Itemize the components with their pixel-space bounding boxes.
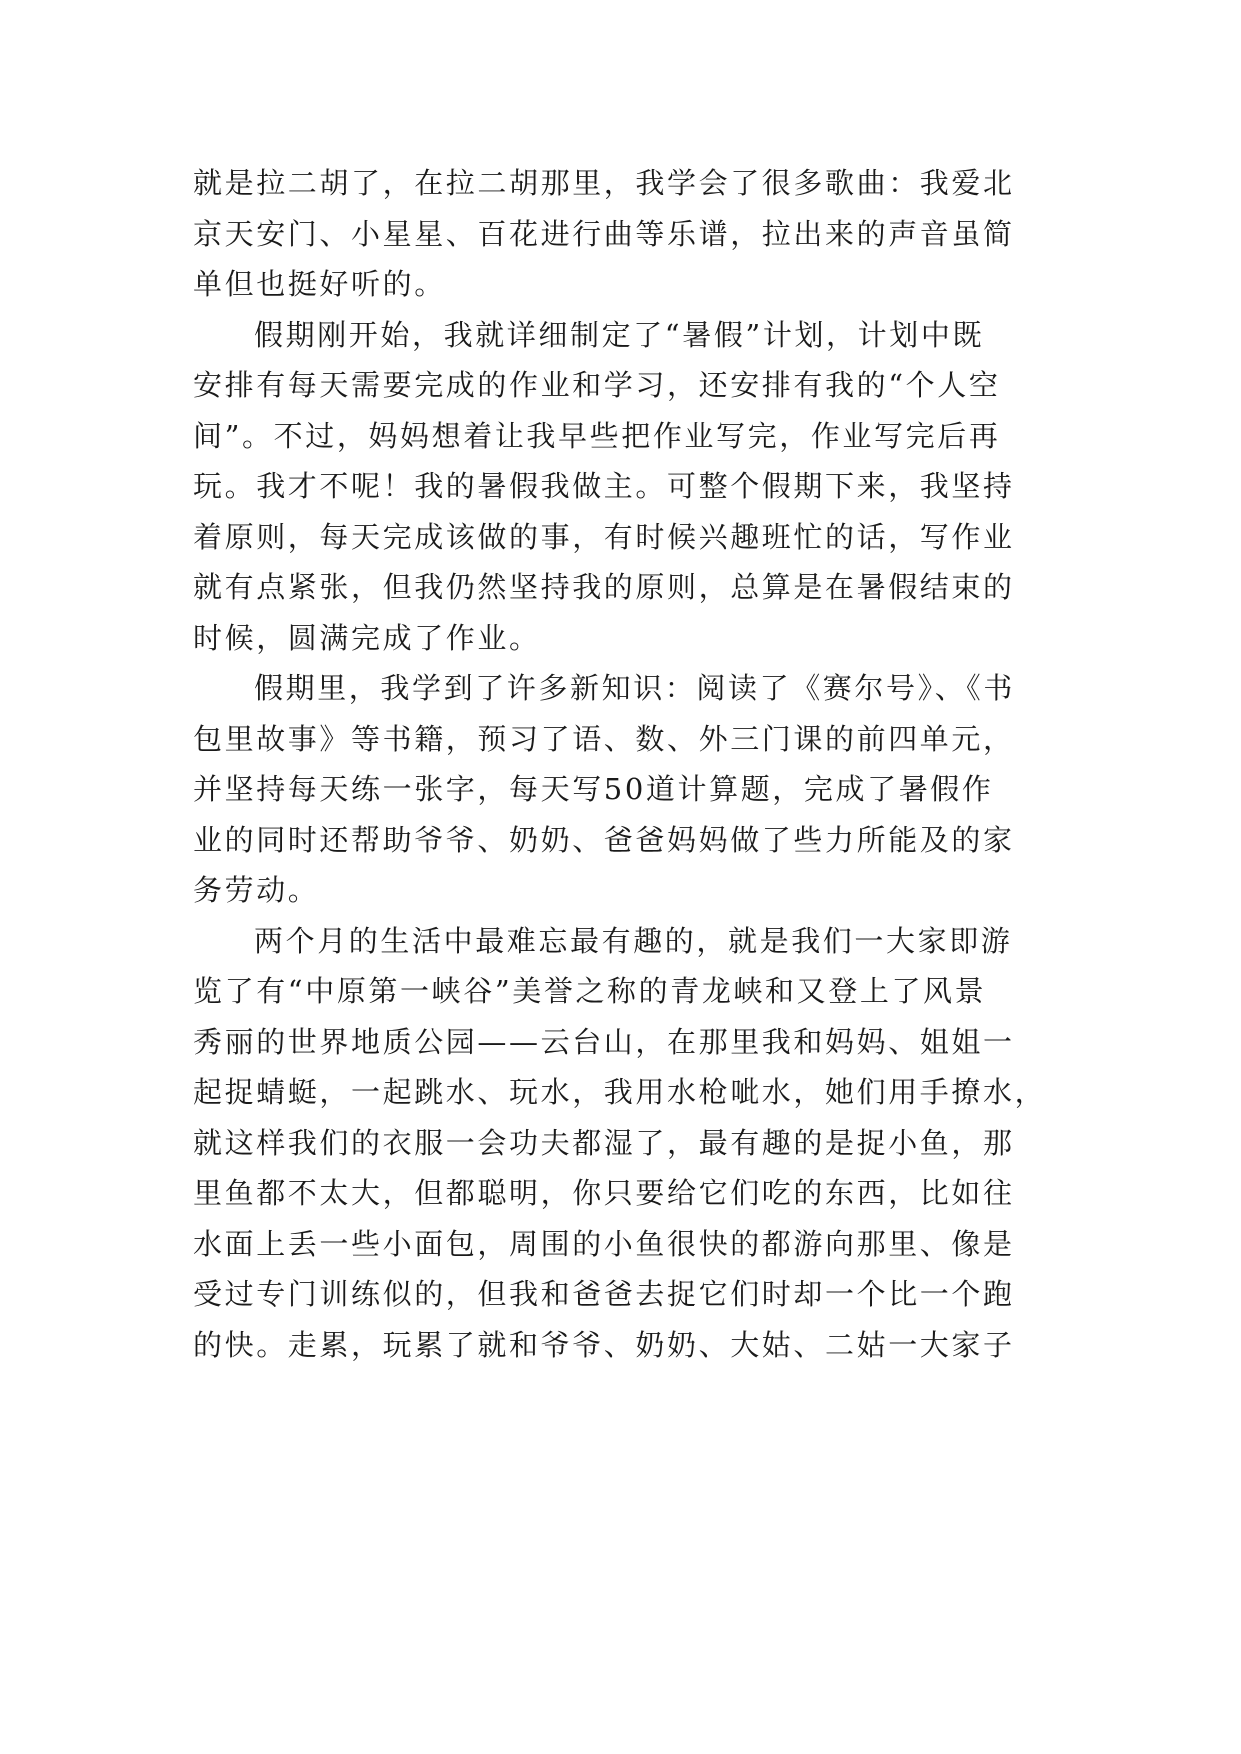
text-line: 就这样我们的衣服一会功夫都湿了，最有趣的是捉小鱼，那	[193, 1125, 1015, 1160]
paragraph-first-line: 假期刚开始，我就详细制定了“暑假”计划，计划中既	[254, 317, 985, 352]
text-line: 秀丽的世界地质公园——云台山，在那里我和妈妈、姐姐一	[193, 1024, 1015, 1059]
text-line: 览了有“中原第一峡谷”美誉之称的青龙峡和又登上了风景	[193, 974, 987, 1008]
text-line: 就有点紧张，但我仍然坚持我的原则，总算是在暑假结束的	[193, 570, 1015, 604]
text-line: 京天安门、小星星、百花进行曲等乐谱，拉出来的声音虽简	[193, 216, 1015, 251]
text-line: 业的同时还帮助爷爷、奶奶、爸爸妈妈做了些力所能及的家	[193, 822, 1015, 857]
text-line: 水面上丢一些小面包，周围的小鱼很快的都游向那里、像是	[193, 1226, 1015, 1261]
text-line: 间”。不过，妈妈想着让我早些把作业写完，作业写完后再	[193, 418, 1001, 453]
text-line: 着原则，每天完成该做的事，有时候兴趣班忙的话，写作业	[193, 519, 1015, 554]
text-line: 玩。我才不呢！我的暑假我做主。可整个假期下来，我坚持	[193, 469, 1015, 503]
text-line: 就是拉二胡了，在拉二胡那里，我学会了很多歌曲：我爱北	[193, 166, 1015, 200]
text-line: 并坚持每天练一张字，每天写50道计算题，完成了暑假作	[193, 772, 994, 806]
text-line: 时候，圆满完成了作业。	[193, 620, 541, 655]
text-line: 受过专门训练似的，但我和爸爸去捉它们时却一个比一个跑	[193, 1277, 1015, 1311]
text-line: 起捉蜻蜓，一起跳水、玩水，我用水枪呲水，她们用手撩水，	[193, 1075, 1047, 1109]
text-line: 务劳动。	[193, 873, 320, 907]
body-text	[193, 163, 1053, 1375]
text-line: 包里故事》等书籍，预习了语、数、外三门课的前四单元，	[193, 721, 1015, 756]
paragraph-first-line: 两个月的生活中最难忘最有趣的，就是我们一大家即游	[254, 923, 1013, 958]
text-line: 里鱼都不太大，但都聪明，你只要给它们吃的东西，比如往	[193, 1176, 1015, 1210]
text-line: 的快。走累，玩累了就和爷爷、奶奶、大姑、二姑一大家子	[193, 1327, 1015, 1362]
text-line: 安排有每天需要完成的作业和学习，还安排有我的“个人空	[193, 368, 1001, 402]
text-line: 单但也挺好听的。	[193, 267, 446, 301]
paragraph-first-line: 假期里，我学到了许多新知识：阅读了《赛尔号》、《书	[254, 671, 1016, 705]
